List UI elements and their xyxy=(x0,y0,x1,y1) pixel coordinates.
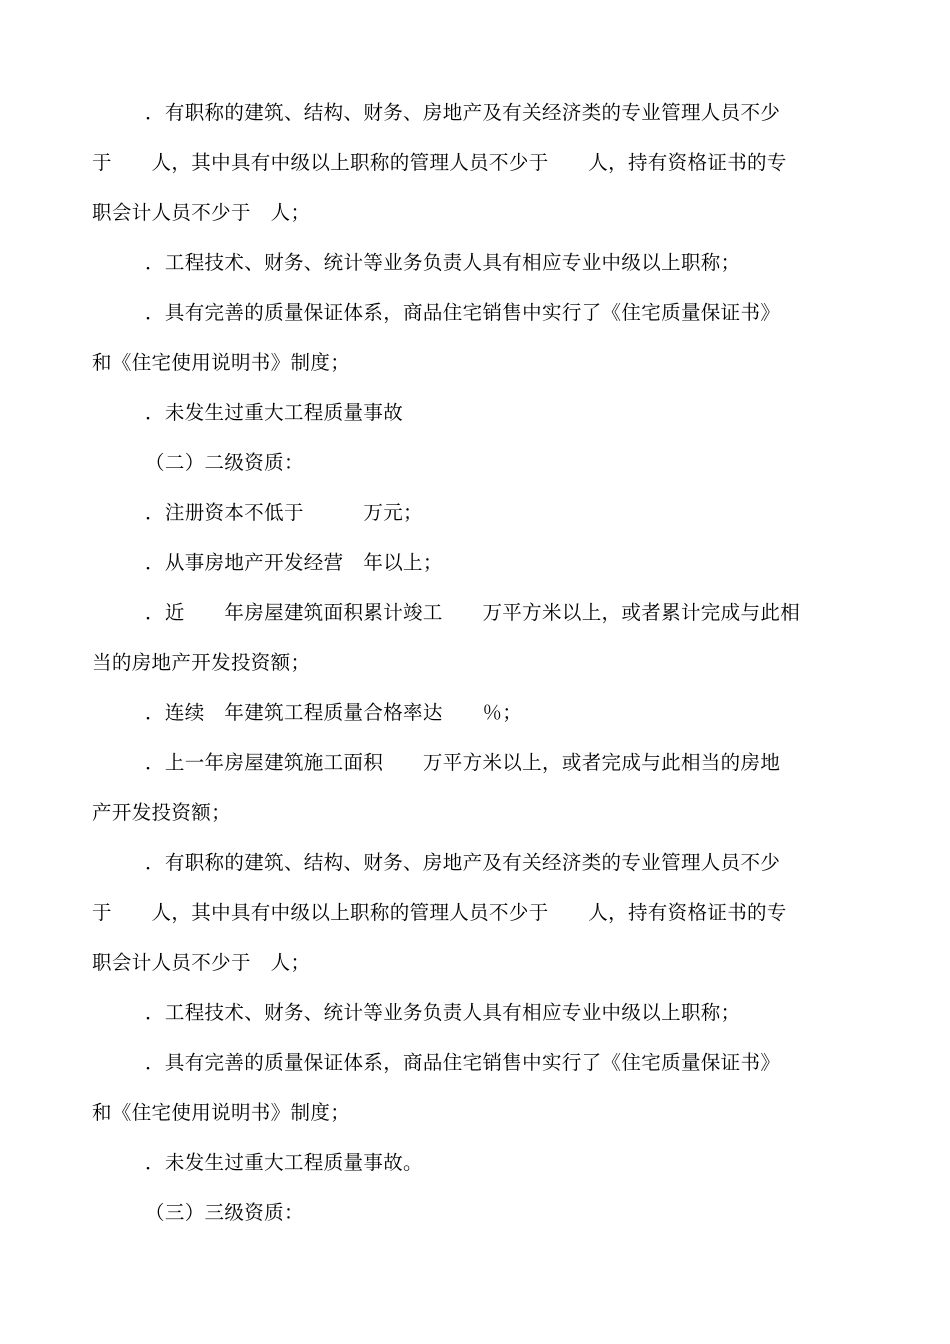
paragraph-line: 和《住宅使用说明书》制度； xyxy=(92,1101,351,1124)
paragraph-line: 职会计人员不少于 人； xyxy=(92,951,311,974)
paragraph-line: ．上一年房屋建筑施工面积 万平方米以上，或者完成与此相当的房地 xyxy=(145,751,781,774)
paragraph-line: ．具有完善的质量保证体系，商品住宅销售中实行了《住宅质量保证书》 xyxy=(145,301,781,324)
paragraph-line: 产开发投资额； xyxy=(92,801,231,824)
paragraph-line: ．工程技术、财务、统计等业务负责人具有相应专业中级以上职称； xyxy=(145,1001,741,1024)
paragraph-line: ．有职称的建筑、结构、财务、房地产及有关经济类的专业管理人员不少 xyxy=(145,851,781,874)
paragraph-line: ．注册资本不低于 万元； xyxy=(145,501,423,524)
section-heading-level-2: （二）二级资质： xyxy=(145,451,304,474)
paragraph-line: ．具有完善的质量保证体系，商品住宅销售中实行了《住宅质量保证书》 xyxy=(145,1051,781,1074)
document-page xyxy=(92,88,860,1238)
paragraph-line: 和《住宅使用说明书》制度； xyxy=(92,351,351,374)
section-heading-level-3: （三）三级资质： xyxy=(145,1201,304,1224)
paragraph-line: ．连续 年建筑工程质量合格率达 ％； xyxy=(145,701,523,724)
paragraph-line: ．有职称的建筑、结构、财务、房地产及有关经济类的专业管理人员不少 xyxy=(145,101,781,124)
paragraph-line: 职会计人员不少于 人； xyxy=(92,201,311,224)
paragraph-line: ．从事房地产开发经营 年以上； xyxy=(145,551,443,574)
paragraph-line: ．近 年房屋建筑面积累计竣工 万平方米以上，或者累计完成与此相 xyxy=(145,601,801,624)
paragraph-line: 于 人，其中具有中级以上职称的管理人员不少于 人，持有资格证书的专 xyxy=(92,901,787,924)
paragraph-line: ．未发生过重大工程质量事故。 xyxy=(145,1151,423,1174)
paragraph-line: ．工程技术、财务、统计等业务负责人具有相应专业中级以上职称； xyxy=(145,251,741,274)
paragraph-line: ．未发生过重大工程质量事故 xyxy=(145,401,404,424)
paragraph-line: 于 人，其中具有中级以上职称的管理人员不少于 人，持有资格证书的专 xyxy=(92,151,787,174)
paragraph-line: 当的房地产开发投资额； xyxy=(92,651,311,674)
